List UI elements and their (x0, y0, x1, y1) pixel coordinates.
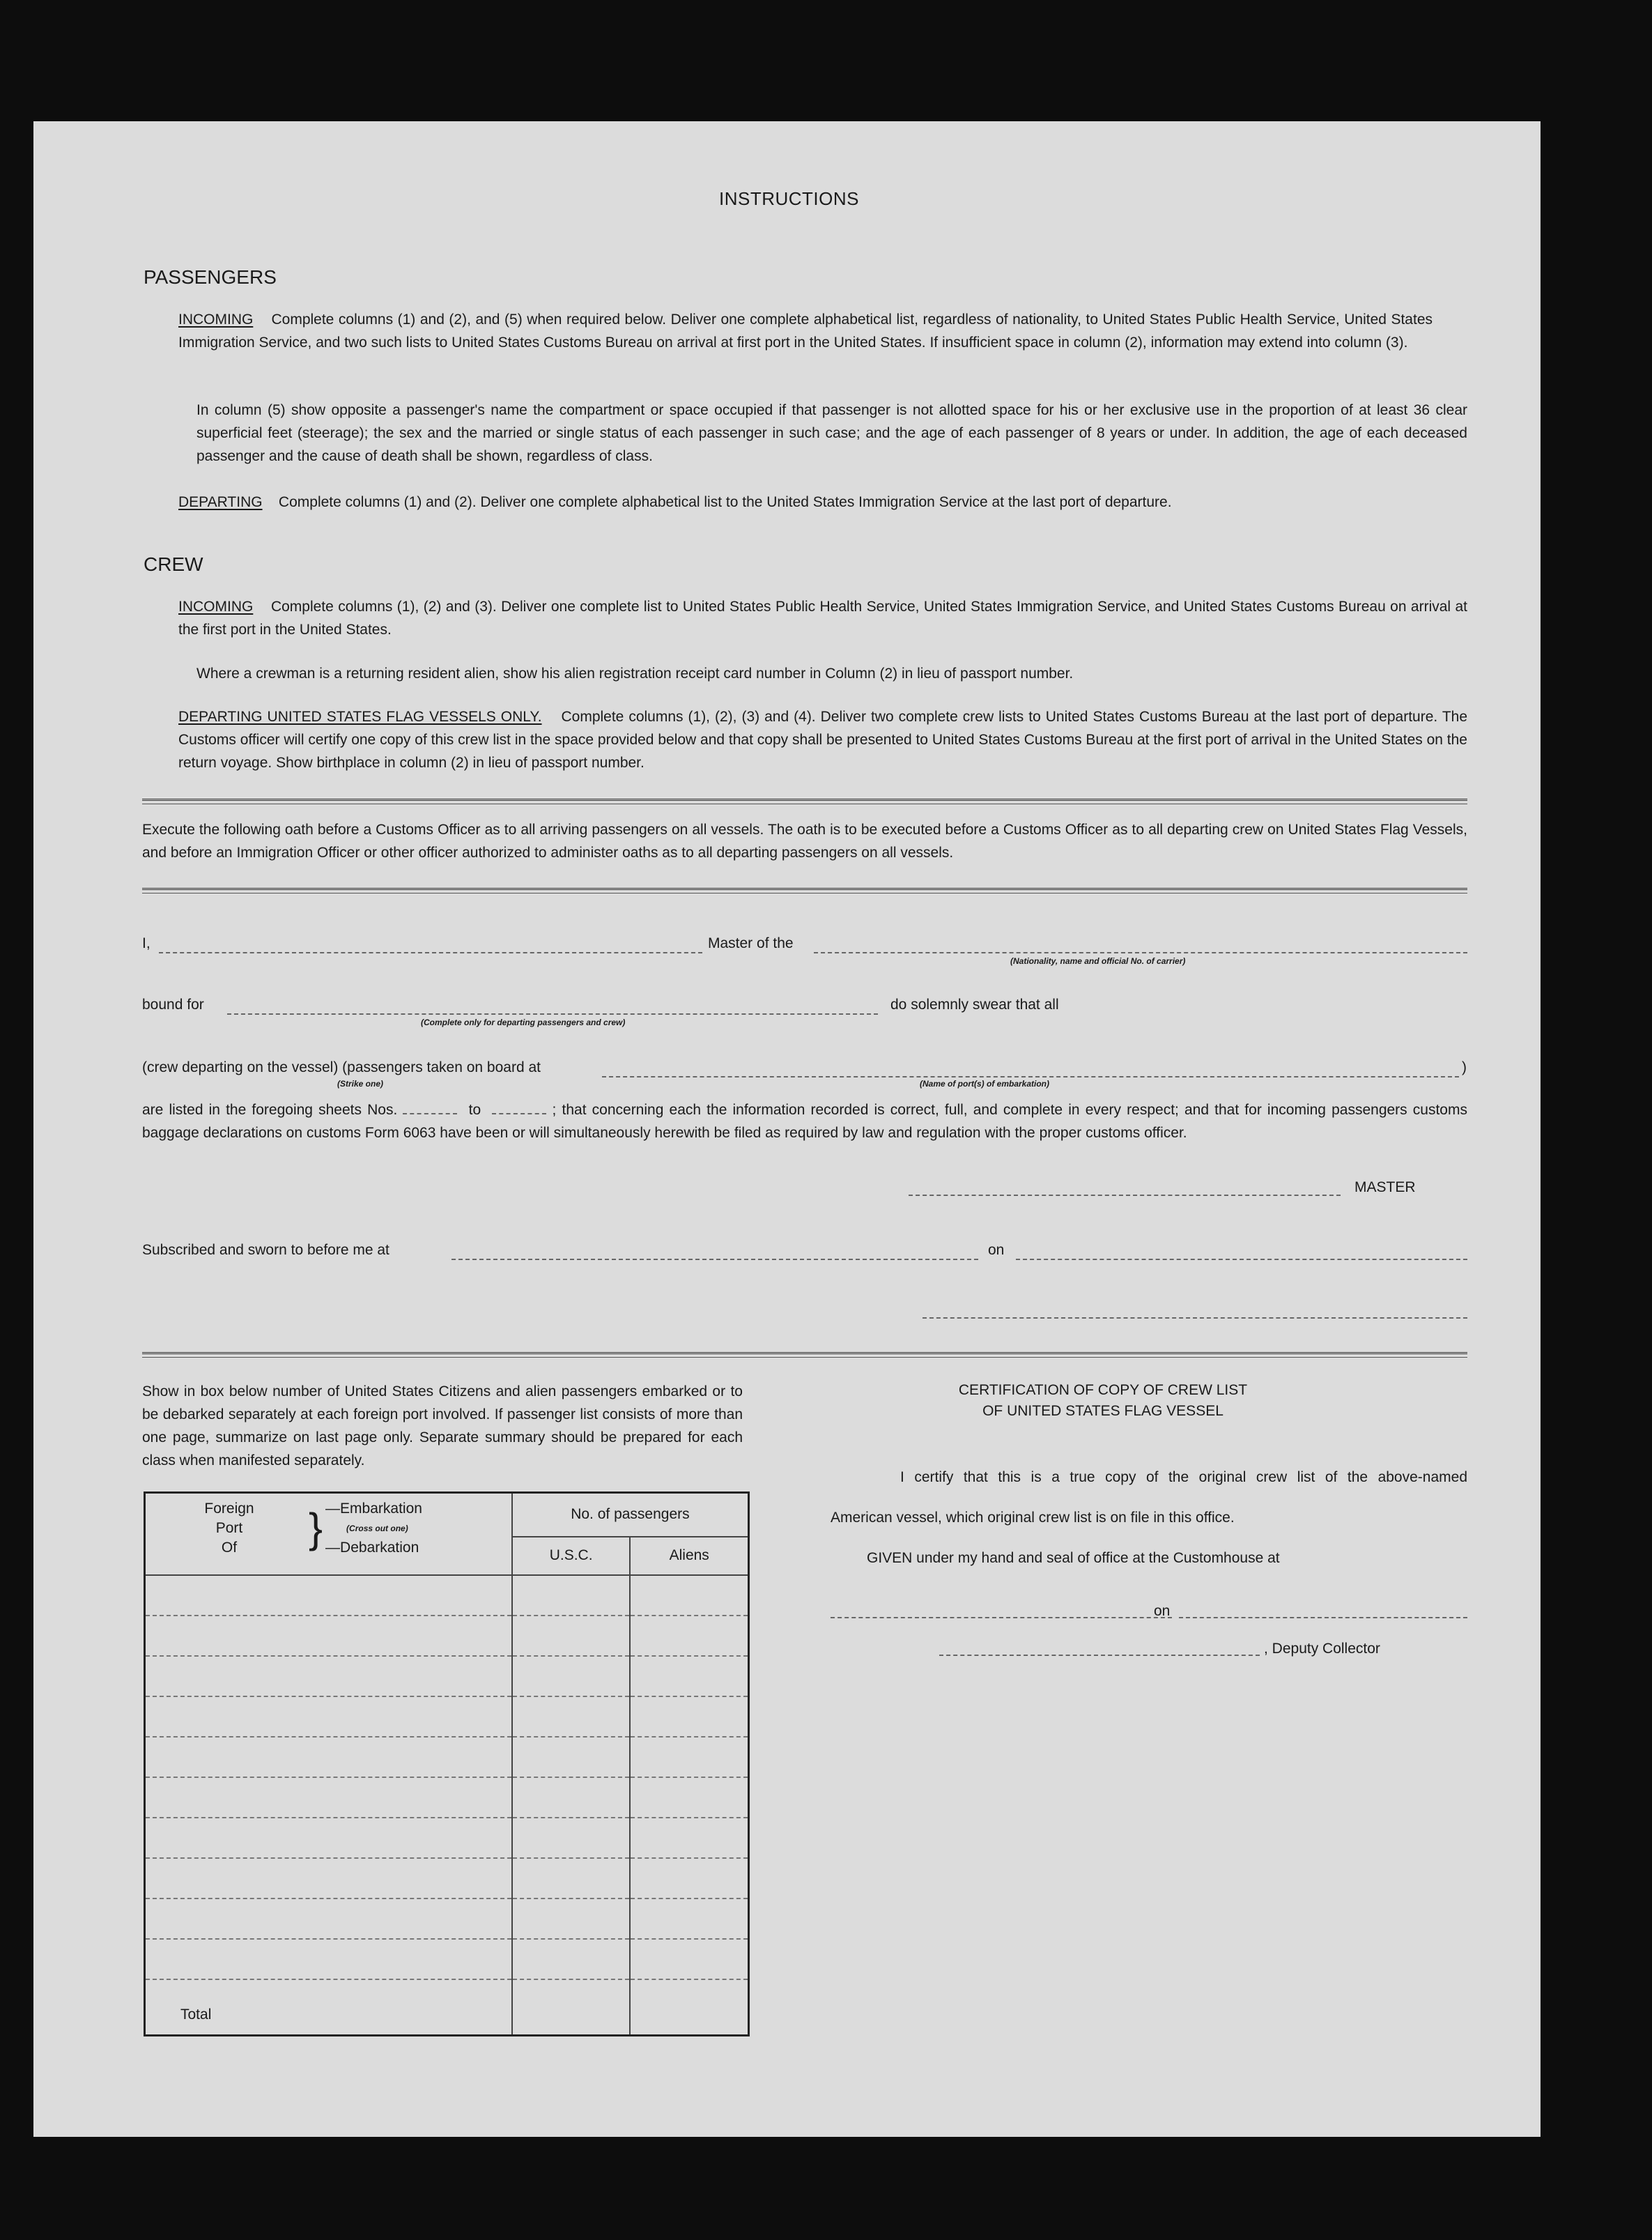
table-row (145, 1898, 749, 1939)
no-of-passengers-header: No. of passengers (512, 1493, 749, 1537)
crew-incoming-text: Complete columns (1), (2) and (3). Deliver one complete list to United States Public Health Service, United States Immigration Service, and United States Customs Bureau on arrival at the first port in the United States. (178, 599, 1467, 638)
embarkation-port-field[interactable] (602, 1076, 1459, 1077)
of-label: Of (221, 1540, 238, 1556)
usc-cell[interactable] (512, 1656, 631, 1696)
deputy-signature-field[interactable] (939, 1655, 1260, 1656)
crew-departing-label: DEPARTING UNITED STATES FLAG VESSELS ONLY. (178, 709, 542, 725)
aliens-cell[interactable] (630, 1696, 748, 1737)
table-row (145, 1858, 749, 1898)
sheet-from-field[interactable] (403, 1113, 457, 1114)
sheets-listed-paragraph (142, 1098, 1467, 1144)
table-row (145, 1575, 749, 1616)
certification-line1: I certify that this is a true copy of the original crew list of the above-named (900, 1469, 1467, 1485)
aliens-cell[interactable] (630, 1656, 748, 1696)
table-row (145, 1777, 749, 1818)
usc-cell[interactable] (512, 1818, 631, 1858)
port-cell[interactable] (145, 1696, 512, 1737)
aliens-cell[interactable] (630, 1616, 748, 1656)
table-row (145, 1818, 749, 1858)
port-cell[interactable] (145, 1737, 512, 1777)
aliens-header: Aliens (630, 1537, 748, 1576)
usc-cell[interactable] (512, 1575, 631, 1616)
sworn-on-label: on (988, 1242, 1005, 1258)
usc-cell[interactable] (512, 1737, 631, 1777)
bound-for-label: bound for (142, 997, 204, 1013)
master-of-the-label: Master of the (708, 935, 794, 951)
form-sheet (33, 121, 1541, 2137)
aliens-cell[interactable] (630, 1818, 748, 1858)
aliens-cell[interactable] (630, 1939, 748, 1979)
divider (142, 1352, 1467, 1358)
sheet-to-field[interactable] (492, 1113, 546, 1114)
port-cell[interactable] (145, 1575, 512, 1616)
master-name-field[interactable] (159, 952, 702, 953)
crew-incoming-block (144, 595, 1467, 641)
to-label: to (468, 1102, 481, 1118)
port-label: Port (215, 1520, 243, 1536)
nationality-note: (Nationality, name and official No. of carrier) (1010, 956, 1186, 966)
certification-line3: GIVEN under my hand and seal of office at the Customhouse at (867, 1550, 1280, 1566)
certification-title-line2: OF UNITED STATES FLAG VESSEL (982, 1403, 1223, 1419)
port-name-note: (Name of port(s) of embarkation) (920, 1079, 1050, 1089)
port-cell[interactable] (145, 1898, 512, 1939)
usc-cell[interactable] (512, 1696, 631, 1737)
table-row (145, 1696, 749, 1737)
crew-departing-text: Complete columns (1), (2), (3) and (4). Deliver two complete crew lists to United States Customs Bureau at the last port of departure. The Customs officer will certify one copy of this crew list in the space provided below and that copy shall be presented to United States Customs Bureau at the first port of arrival in the United States on the return voyage. Show birthplace in column (2) in lieu of passport number. (178, 709, 1468, 771)
strike-one-note: (Strike one) (337, 1079, 384, 1089)
aliens-cell[interactable] (630, 1575, 748, 1616)
table-row (145, 1656, 749, 1696)
passengers-departing-text: Complete columns (1) and (2). Deliver one complete alphabetical list to the United States Immigration Service at the last port of departure. (278, 494, 1172, 510)
sheets-rest: ; that concerning each the information recorded is correct, full, and complete in every respect; and that for incoming passengers customs baggage declarations on customs Form 6063 have been or will simultaneously herewith be filed as required by law and regulation with the proper customs officer. (142, 1102, 1467, 1141)
officer-signature-field[interactable] (923, 1317, 1467, 1319)
port-cell[interactable] (145, 1656, 512, 1696)
crew-incoming-label: INCOMING (178, 599, 254, 615)
deputy-collector-label: , Deputy Collector (1264, 1641, 1380, 1657)
destination-field[interactable] (227, 1013, 878, 1015)
master-label: MASTER (1354, 1179, 1416, 1195)
certification-on-label: on (1154, 1603, 1171, 1619)
port-cell[interactable] (145, 1858, 512, 1898)
oath-i-label: I, (142, 935, 150, 951)
passengers-incoming-text: Complete columns (1) and (2), and (5) when required below. Deliver one complete alphabetical list, regardless of nationality, to United States Public Health Service, United States Immigration Service, and two such lists to United States Customs Bureau on arrival at first port in the United States. If insufficient space in column (2), information may extend into column (3). (178, 312, 1433, 351)
aliens-cell[interactable] (630, 1777, 748, 1818)
certification-date-field[interactable] (1179, 1617, 1467, 1618)
passengers-incoming-label: INCOMING (178, 312, 254, 328)
passenger-summary-table (144, 1491, 750, 2036)
sworn-location-field[interactable] (451, 1259, 978, 1260)
page-title: INSTRUCTIONS (719, 188, 859, 209)
sworn-date-field[interactable] (1016, 1259, 1467, 1260)
crew-heading: CREW (144, 553, 203, 575)
certification-title-line1: CERTIFICATION OF COPY OF CREW LIST (958, 1382, 1248, 1398)
close-paren: ) (1462, 1059, 1467, 1075)
table-row (145, 1616, 749, 1656)
total-row (145, 1979, 749, 2036)
certification-title (863, 1380, 1343, 1422)
foreign-port-header (145, 1493, 512, 1576)
usc-header: U.S.C. (512, 1537, 631, 1576)
passengers-heading: PASSENGERS (144, 266, 277, 288)
aliens-cell[interactable] (630, 1858, 748, 1898)
debarkation-label: —Debarkation (325, 1540, 419, 1556)
do-swear-label: do solemnly swear that all (890, 997, 1059, 1013)
master-signature-field[interactable] (909, 1195, 1341, 1196)
aliens-cell[interactable] (630, 1737, 748, 1777)
port-cell[interactable] (145, 1777, 512, 1818)
usc-cell[interactable] (512, 1858, 631, 1898)
crew-departing-block (178, 705, 1467, 774)
certification-line2: American vessel, which original crew list is on file in this office. (831, 1510, 1235, 1526)
port-cell[interactable] (145, 1818, 512, 1858)
oath-instruction: Execute the following oath before a Customs Officer as to all arriving passengers on all vessels. The oath is to be executed before a Customs Officer as to all departing crew on United States Flag Vessels, and before an Immigration Officer or other officer authorized to administer oaths as to all departing passengers on all vessels. (142, 822, 1467, 861)
summary-instruction: Show in box below number of United States Citizens and alien passengers embarked or to be debarked separately at each foreign port involved. If passenger list consists of more than one page, summarize on last page only. Separate summary should be prepared for each class when manifested separately. (142, 1383, 743, 1468)
table-row (145, 1737, 749, 1777)
divider (142, 799, 1467, 804)
foreign-label: Foreign (204, 1501, 254, 1517)
embarkation-label: —Embarkation (325, 1501, 422, 1517)
divider (142, 888, 1467, 893)
port-cell[interactable] (145, 1616, 512, 1656)
usc-cell[interactable] (512, 1777, 631, 1818)
summary-header-row (145, 1493, 749, 1537)
table-row (145, 1939, 749, 1979)
total-label: Total (145, 1979, 512, 2036)
sheets-label: are listed in the foregoing sheets Nos. (142, 1102, 398, 1118)
port-cell[interactable] (145, 1939, 512, 1979)
cross-out-note: (Cross out one) (346, 1524, 408, 1533)
subscribed-label: Subscribed and sworn to before me at (142, 1242, 389, 1258)
carrier-field[interactable] (814, 952, 1467, 953)
brace-icon: } (309, 1505, 323, 1551)
aliens-cell[interactable] (630, 1898, 748, 1939)
usc-cell[interactable] (512, 1616, 631, 1656)
usc-cell[interactable] (512, 1898, 631, 1939)
passengers-incoming-block (144, 308, 1433, 354)
crew-alien-note: Where a crewman is a returning resident alien, show his alien registration receipt card number in Column (2) in lieu of passport number. (196, 666, 1074, 682)
crew-passengers-label: (crew departing on the vessel) (passengers taken on board at (142, 1059, 541, 1075)
complete-only-note: (Complete only for departing passengers and crew) (421, 1018, 626, 1027)
column5-instructions: In column (5) show opposite a passenger's name the compartment or space occupied if that passenger is not allotted space for his or her exclusive use in the proportion of at least 36 clear superficial feet (steerage); the sex and the married or single status of each passenger in such case; and the age of each passenger of 8 years or under. In addition, the age of each deceased passenger and the cause of death shall be shown, regardless of class. (196, 402, 1467, 464)
passengers-departing-block (178, 491, 1467, 514)
usc-cell[interactable] (512, 1939, 631, 1979)
customhouse-field[interactable] (831, 1617, 1172, 1618)
passengers-departing-label: DEPARTING (178, 494, 263, 510)
aliens-total-cell[interactable] (630, 1979, 748, 2036)
usc-total-cell[interactable] (512, 1979, 631, 2036)
